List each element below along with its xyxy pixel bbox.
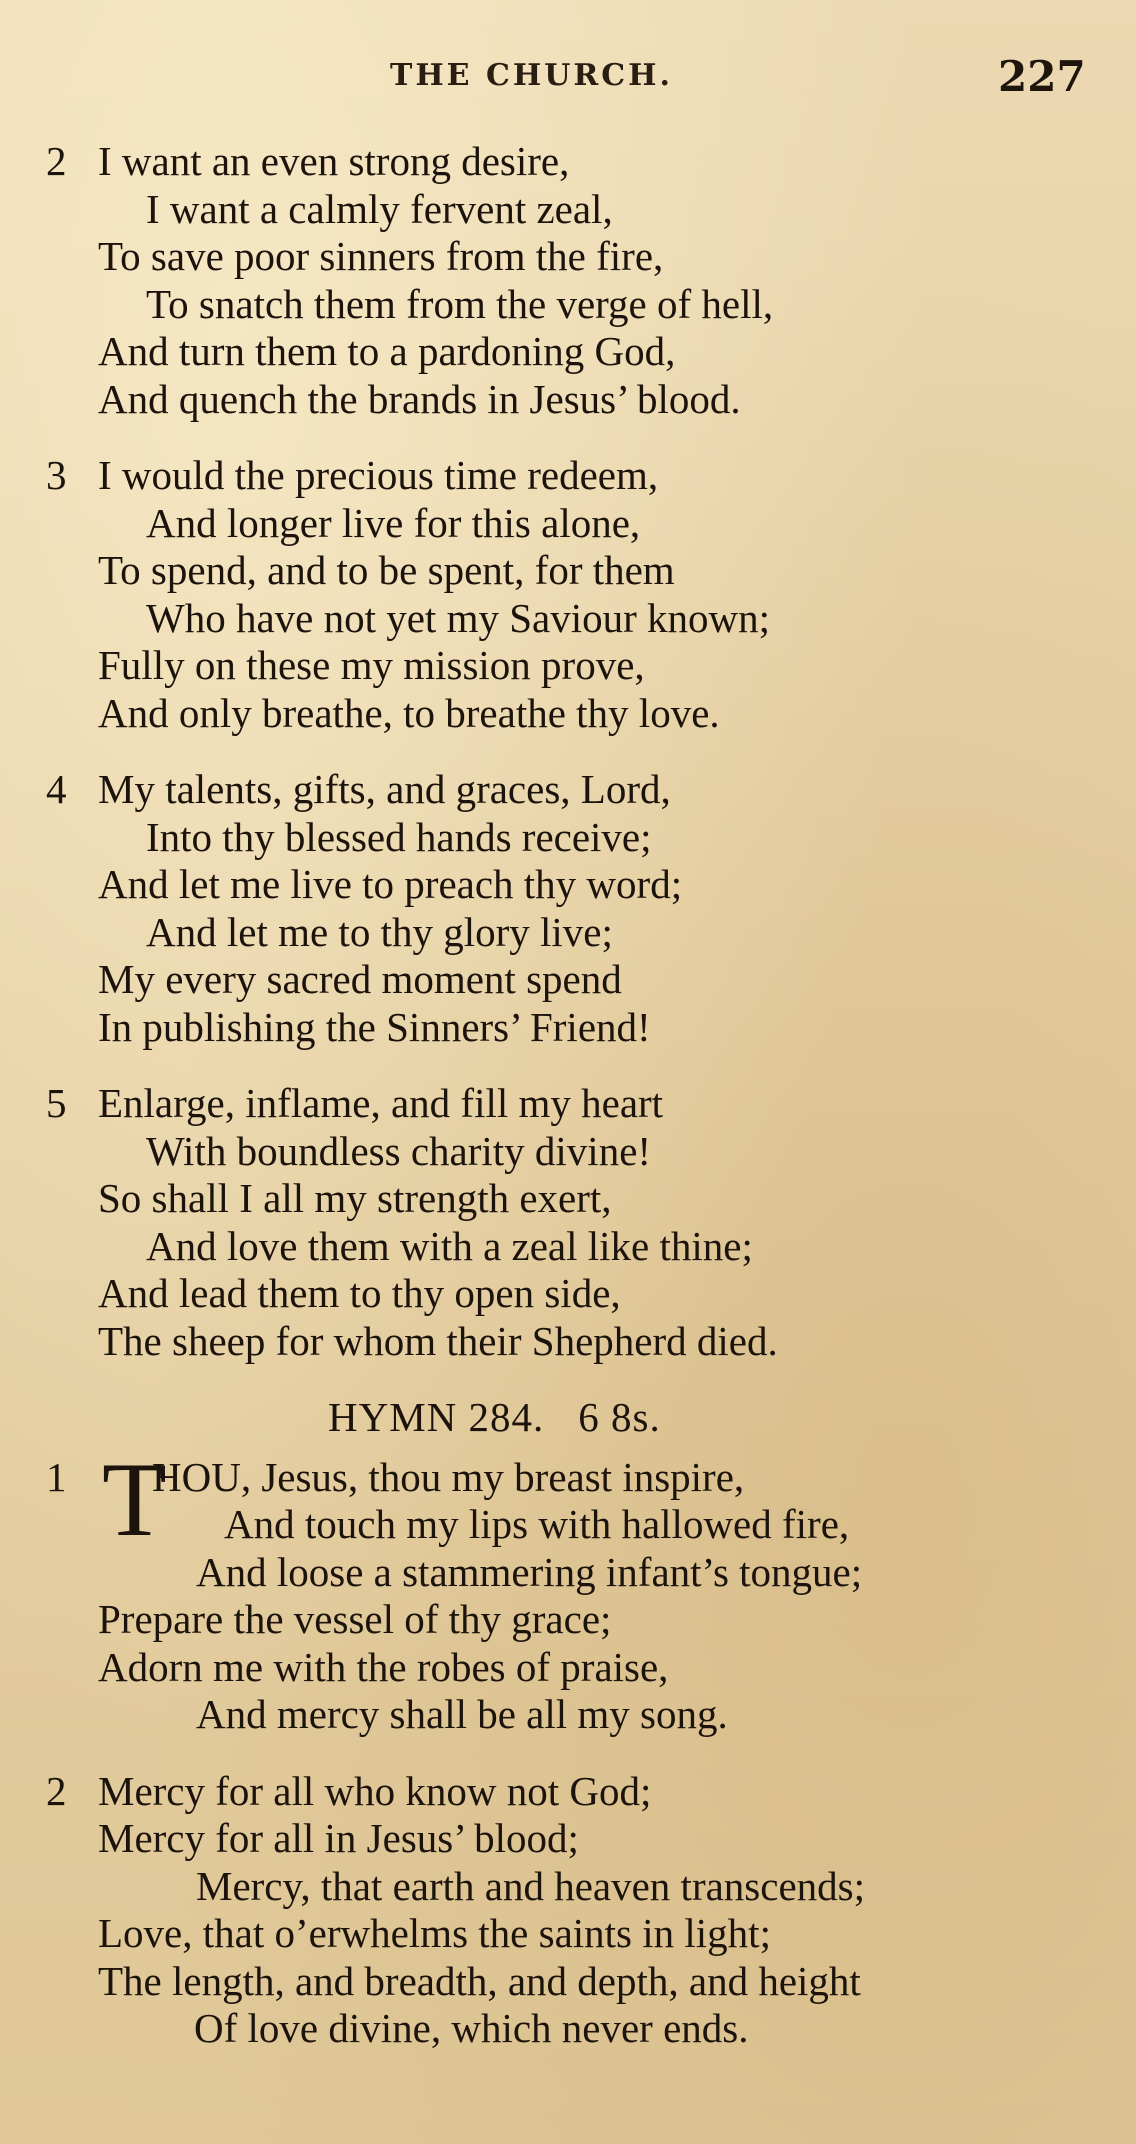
verse-line-text: Who have not yet my Saviour known; [146,594,771,641]
stanza [46,1440,1106,1739]
verse-line-text: And lead them to thy open side, [98,1270,621,1316]
verse-line-text: And quench the brands in Jesus’ blood. [98,375,741,422]
verse-line-text: I would the precious time redeem, [98,452,659,498]
hymn-number: HYMN 284. [328,1394,545,1440]
verse-line [46,186,1106,234]
verse-line-text: Adorn me with the robes of praise, [98,1643,669,1690]
verse-line [46,1644,1106,1692]
verse-line [46,814,1106,862]
verse-line-text: Of love divine, which never ends. [194,2005,749,2051]
verse-line [46,1080,1106,1128]
verse-line [46,1691,1106,1739]
drop-cap: T [102,1440,167,1558]
verse-line-text: To save poor sinners from the fire, [98,233,664,279]
verse-line-text: HOU, Jesus, thou my breast inspire, [152,1453,745,1500]
verse-line-text: And let me to thy glory live; [146,908,613,955]
page-header [0,52,1136,112]
verse-line-text: And turn them to a pardoning God, [98,328,676,374]
hymn-heading [46,1394,1106,1442]
verse-line [46,1501,1106,1549]
verse-line [46,1910,1106,1958]
verse-line [46,595,1106,643]
stanza-number: 4 [46,766,67,812]
hymn-text [46,138,1106,2082]
stanza-number: 5 [46,1080,67,1126]
verse-line-text: Love, that o’erwhelms the saints in light; [98,1910,771,1956]
verse-line-text: With boundless charity divine! [146,1127,652,1174]
verse-line-text: Mercy for all in Jesus’ blood; [98,1815,579,1861]
verse-line [46,1004,1106,1052]
stanza-number: 3 [46,452,67,498]
verse-line-text: To spend, and to be spent, for them [98,547,675,593]
stanza-number: 2 [46,138,67,184]
verse-line-text: And love them with a zeal like thine; [146,1222,753,1269]
page-number: 227 [998,52,1086,101]
verse-line [46,138,1106,186]
verse-line-text: Enlarge, inflame, and fill my heart [98,1080,664,1126]
verse-line-text: And only breathe, to breathe thy love. [98,689,720,736]
verse-line-text: Into thy blessed hands receive; [146,813,652,860]
verse-line-text: Prepare the vessel of thy grace; [98,1596,612,1642]
verse-line [46,1318,1106,1366]
verse-line-text: My every sacred moment spend [98,956,622,1002]
verse-line-text: And touch my lips with hallowed fire, [224,1501,850,1547]
verse-line [46,233,1106,281]
stanza [46,138,1106,423]
verse-line [46,642,1106,690]
running-head: THE CHURCH. [390,58,673,93]
verse-line [46,1128,1106,1176]
verse-line [46,956,1106,1004]
verse-line-text: And longer live for this alone, [146,499,641,546]
verse-line [46,1958,1106,2006]
verse-line [46,909,1106,957]
verse-line [46,376,1106,424]
verse-line [46,861,1106,909]
verse-line [46,1768,1106,1816]
verse-line [46,1270,1106,1318]
verse-line-text: And loose a stammering infant’s tongue; [196,1548,863,1595]
verse-line-text: Fully on these my mission prove, [98,642,645,688]
verse-line-text: Mercy for all who know not God; [98,1767,652,1814]
verse-line [46,500,1106,548]
stanza-number: 1 [46,1453,67,1500]
verse-line-text: So shall I all my strength exert, [98,1175,612,1221]
verse-line-text: Mercy, that earth and heaven transcends; [196,1862,865,1909]
verse-line [46,1815,1106,1863]
verse-line-text: To snatch them from the verge of hell, [146,280,774,327]
verse-line [46,766,1106,814]
verse-line [46,281,1106,329]
verse-line-text: In publishing the Sinners’ Friend! [98,1003,651,1050]
verse-line [46,1175,1106,1223]
verse-line-text: I want a calmly fervent zeal, [146,185,613,232]
stanza [46,1768,1106,2053]
verse-line [46,547,1106,595]
stanza [46,452,1106,737]
stanza-number: 2 [46,1767,67,1814]
verse-line-text: The length, and breadth, and depth, and height [98,1957,861,2004]
verse-line-text: I want an even strong desire, [98,138,570,184]
stanza [46,766,1106,1051]
stanza [46,1080,1106,1365]
verse-line [46,1549,1106,1597]
verse-line-text: And let me live to preach thy word; [98,861,683,907]
verse-line-text: And mercy shall be all my song. [196,1691,728,1737]
verse-line [46,1863,1106,1911]
verse-line-text: My talents, gifts, and graces, Lord, [98,766,671,812]
verse-line [46,1596,1106,1644]
verse-line [46,1223,1106,1271]
verse-line [46,328,1106,376]
verse-line [46,690,1106,738]
verse-line [46,452,1106,500]
verse-line [46,2005,1106,2053]
verse-line-text: The sheep for whom their Shepherd died. [98,1317,778,1364]
hymn-meter: 6 8s. [578,1394,661,1440]
